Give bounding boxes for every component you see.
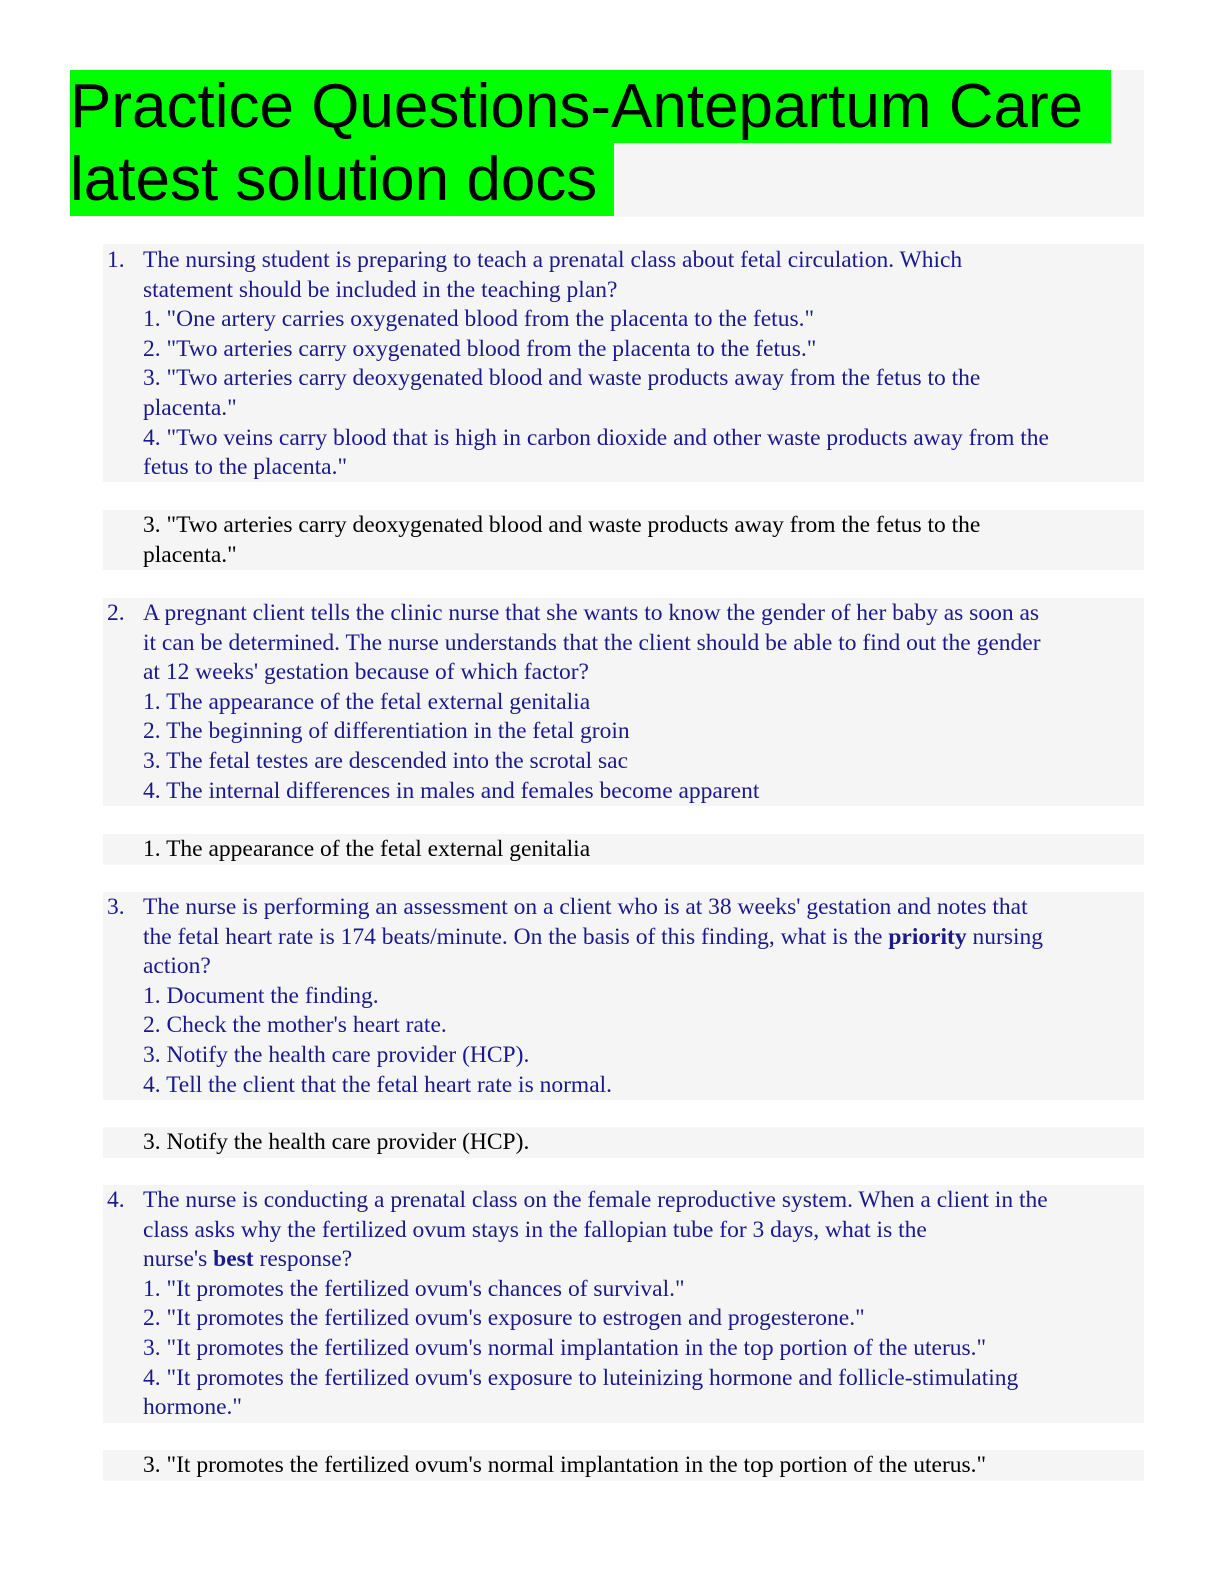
question-3 [103, 892, 1144, 1100]
answer-option-continued: hormone." [143, 1394, 243, 1421]
question-stem-line: A pregnant client tells the clinic nurse that she wants to know the gender of her baby as soon as [143, 600, 1040, 626]
answer-option: 2. "Two arteries carry oxygenated blood from the placenta to the fetus." [143, 335, 817, 362]
answer-option: 4. Tell the client that the fetal heart rate is normal. [143, 1071, 613, 1098]
question-stem-line: statement should be included in the teaching plan? [143, 276, 618, 303]
question-1 [103, 244, 1144, 482]
question-stem-line: The nursing student is preparing to teach a prenatal class about fetal circulation. Which [143, 247, 963, 273]
question-number: 3. [107, 894, 125, 920]
answer-option: 4. "It promotes the fertilized ovum's exposure to luteinizing hormone and follicle-stimulating [143, 1364, 1019, 1391]
correct-answer-line: 3. Notify the health care provider (HCP). [143, 1129, 530, 1155]
title-line-2: latest solution docs [70, 143, 614, 216]
question-stem-line: nurse's best response? [143, 1246, 353, 1273]
answer-option: 1. The appearance of the fetal external genitalia [143, 688, 591, 715]
question-4 [103, 1185, 1144, 1423]
answer-option: 4. "Two veins carry blood that is high in carbon dioxide and other waste products away from the [143, 424, 1049, 451]
correct-answer-line: 1. The appearance of the fetal external genitalia [143, 836, 591, 862]
emphasis-best: best [213, 1246, 254, 1273]
answer-option: 1. "One artery carries oxygenated blood from the placenta to the fetus." [143, 306, 815, 333]
answer-2 [103, 834, 1144, 865]
answer-option: 2. Check the mother's heart rate. [143, 1012, 447, 1039]
question-stem-line: it can be determined. The nurse understands that the client should be able to find out the gender [143, 629, 1041, 656]
question-stem-line: The nurse is conducting a prenatal class on the female reproductive system. When a client in the [143, 1187, 1048, 1213]
question-stem-line: class asks why the fertilized ovum stays in the fallopian tube for 3 days, what is the [143, 1216, 927, 1243]
answer-3 [103, 1127, 1144, 1158]
correct-answer-line: 3. "Two arteries carry deoxygenated blood and waste products away from the fetus to the [143, 512, 981, 538]
question-stem-line: The nurse is performing an assessment on a client who is at 38 weeks' gestation and notes that [143, 894, 1028, 920]
question-stem-line: the fetal heart rate is 174 beats/minute. On the basis of this finding, what is the priority nursing [143, 923, 1044, 950]
answer-option: 1. Document the finding. [143, 982, 379, 1009]
correct-answer-line: 3. "It promotes the fertilized ovum's normal implantation in the top portion of the uterus." [143, 1452, 987, 1478]
question-number: 2. [107, 600, 125, 626]
answer-option: 3. "It promotes the fertilized ovum's normal implantation in the top portion of the uterus." [143, 1334, 987, 1361]
question-2 [103, 598, 1144, 806]
answer-option: 3. The fetal testes are descended into the scrotal sac [143, 747, 629, 774]
answer-4 [103, 1450, 1144, 1481]
emphasis-priority: priority [888, 923, 967, 950]
answer-1 [103, 510, 1144, 570]
answer-option: 2. "It promotes the fertilized ovum's exposure to estrogen and progesterone." [143, 1305, 865, 1332]
answer-option: 3. "Two arteries carry deoxygenated blood and waste products away from the fetus to the [143, 365, 981, 392]
question-stem-line: action? [143, 953, 211, 980]
document-title [70, 70, 1144, 217]
answer-option: 3. Notify the health care provider (HCP). [143, 1041, 530, 1068]
question-number: 1. [107, 247, 125, 273]
title-line-1: Practice Questions-Antepartum Care [70, 70, 1111, 143]
answer-option: 4. The internal differences in males and females become apparent [143, 777, 760, 804]
correct-answer-line: placenta." [143, 541, 237, 568]
question-stem-line: at 12 weeks' gestation because of which factor? [143, 659, 589, 686]
answer-option-continued: placenta." [143, 394, 237, 421]
answer-option: 2. The beginning of differentiation in the fetal groin [143, 718, 630, 745]
answer-option: 1. "It promotes the fertilized ovum's chances of survival." [143, 1275, 685, 1302]
question-number: 4. [107, 1187, 125, 1213]
answer-option-continued: fetus to the placenta." [143, 454, 348, 481]
